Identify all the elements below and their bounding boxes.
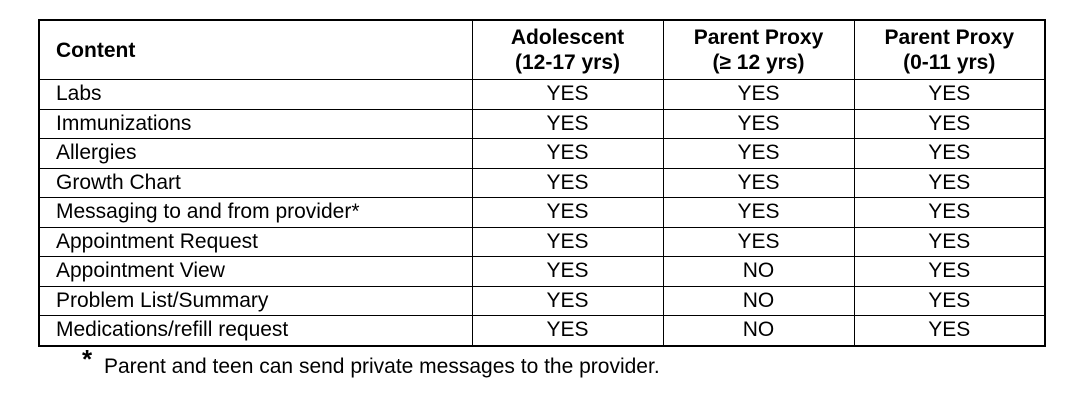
row-proxy-12plus: YES xyxy=(663,80,854,110)
table-row xyxy=(39,227,1045,257)
header-row xyxy=(39,20,1045,80)
row-proxy-0-11: YES xyxy=(854,168,1045,198)
row-content: Labs xyxy=(39,80,472,110)
row-adolescent: YES xyxy=(472,316,663,346)
table-row xyxy=(39,286,1045,316)
header-adolescent xyxy=(472,20,663,80)
header-parent-proxy-12plus-line1: Parent Proxy xyxy=(693,26,824,49)
row-adolescent: YES xyxy=(472,227,663,257)
row-proxy-0-11: YES xyxy=(854,139,1045,169)
table-row xyxy=(39,109,1045,139)
row-adolescent: YES xyxy=(472,198,663,228)
row-content: Appointment Request xyxy=(39,227,472,257)
row-adolescent: YES xyxy=(472,168,663,198)
row-content: Allergies xyxy=(39,139,472,169)
row-adolescent: YES xyxy=(472,286,663,316)
header-adolescent-line2: (12-17 yrs) xyxy=(514,51,621,74)
header-parent-proxy-12plus-line2: (≥ 12 yrs) xyxy=(712,51,805,74)
row-adolescent: YES xyxy=(472,109,663,139)
footnote-text: Parent and teen can send private messages to the provider. xyxy=(103,355,660,378)
footnote xyxy=(82,344,660,380)
row-content: Appointment View xyxy=(39,257,472,287)
row-proxy-12plus: YES xyxy=(663,227,854,257)
row-proxy-0-11: YES xyxy=(854,227,1045,257)
footnote-marker: * xyxy=(82,344,93,374)
table-row xyxy=(39,168,1045,198)
row-proxy-0-11: YES xyxy=(854,257,1045,287)
row-content: Problem List/Summary xyxy=(39,286,472,316)
table-row xyxy=(39,198,1045,228)
table-row xyxy=(39,257,1045,287)
header-content: Content xyxy=(39,20,472,80)
header-parent-proxy-0-11-line2: (0-11 yrs) xyxy=(903,51,996,74)
row-adolescent: YES xyxy=(472,139,663,169)
access-table xyxy=(38,19,1046,347)
row-proxy-0-11: YES xyxy=(854,316,1045,346)
header-parent-proxy-0-11-line1: Parent Proxy xyxy=(884,26,1015,49)
header-parent-proxy-12plus xyxy=(663,20,854,80)
header-parent-proxy-0-11 xyxy=(854,20,1045,80)
table-row xyxy=(39,139,1045,169)
row-proxy-12plus: YES xyxy=(663,198,854,228)
row-proxy-12plus: YES xyxy=(663,139,854,169)
row-adolescent: YES xyxy=(472,80,663,110)
row-content: Messaging to and from provider* xyxy=(39,198,472,228)
table-row xyxy=(39,316,1045,346)
row-proxy-0-11: YES xyxy=(854,286,1045,316)
row-adolescent: YES xyxy=(472,257,663,287)
row-content: Immunizations xyxy=(39,109,472,139)
header-adolescent-line1: Adolescent xyxy=(510,26,625,49)
row-proxy-0-11: YES xyxy=(854,198,1045,228)
row-proxy-12plus: YES xyxy=(663,168,854,198)
row-proxy-0-11: YES xyxy=(854,80,1045,110)
row-proxy-12plus: NO xyxy=(663,316,854,346)
row-proxy-0-11: YES xyxy=(854,109,1045,139)
row-content: Medications/refill request xyxy=(39,316,472,346)
row-content: Growth Chart xyxy=(39,168,472,198)
row-proxy-12plus: NO xyxy=(663,257,854,287)
row-proxy-12plus: YES xyxy=(663,109,854,139)
row-proxy-12plus: NO xyxy=(663,286,854,316)
table-row xyxy=(39,80,1045,110)
